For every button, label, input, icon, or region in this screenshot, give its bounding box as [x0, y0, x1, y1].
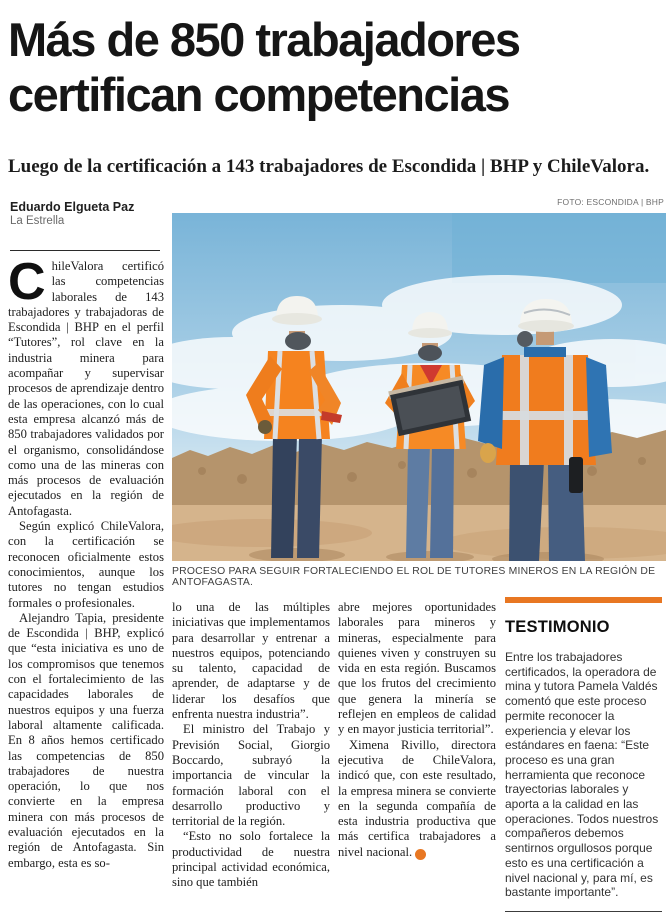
- paragraph: Según explicó ChileValora, con la certificación se reconocen oficialmente estos conocimientos, aunque los tutores no tengan estudios formales o profesionales.: [8, 519, 164, 610]
- end-of-article-icon: ✱: [415, 849, 426, 860]
- sidebar-heading: TESTIMONIO: [505, 618, 610, 636]
- paragraph: [338, 738, 496, 860]
- article-photo: [172, 213, 666, 561]
- paragraph: abre mejores oportunidades laborales para mineros y mineras, especialmente para quienes viven y construyen su vida en esta región. Buscamos que los frutos del crecimiento que genera la minería se reflejen en empleos de calidad y en mayor justicia territorial”.: [338, 600, 496, 737]
- paragraph: Alejandro Tapia, presidente de Escondida | BHP, explicó que “esta iniciativa es uno de los compromisos que tenemos con el fortalecimiento de las capacidades laborales de nuestros equipos y una fuerza laboral altamente calificada. En 8 años hemos certificado las competencias de 850 trabajadores de nuestra operación, lo que nos convierte en la empresa minera con más procesos de evaluación ejecutados en la región de Antofagasta. Sin embargo, esta es so-: [8, 610, 164, 870]
- byline-outlet: La Estrella: [10, 215, 65, 227]
- body-column-1: [8, 259, 164, 915]
- article-subtitle: Luego de la certificación a 143 trabajadores de Escondida | BHP y ChileValora.: [8, 156, 650, 177]
- byline: [10, 200, 134, 227]
- paragraph-text: hileValora certificó las competencias laborales de 143 trabajadores y trabajadoras de Escondida | BHP en el perfil “Tutores”, rol clave en la industria minera para acompañar y supervisar procesos de aprendizaje dentro de las operaciones, con lo cual esta empresa alcanzó más de 850 trabajadores validados por el organismo, consolidándose como una de las mineras con más procesos de evaluación ejecutados en la región de Antofagasta.: [8, 259, 164, 518]
- photo-illustration: [172, 213, 666, 561]
- paragraph-text: Ximena Rivillo, directora ejecutiva de ChileValora, indicó que, con este resultado, la empresa minera se convierte en la segunda compañía de esta industria productiva que más certifica trabajadores a nivel nacional.: [338, 737, 496, 859]
- body-column-3: [338, 600, 496, 915]
- headline-line-1: Más de 850 trabajadores: [8, 13, 520, 66]
- paragraph: [8, 259, 164, 519]
- byline-author: Eduardo Elgueta Paz: [10, 200, 135, 214]
- drop-cap: C: [8, 259, 46, 311]
- photo-caption: PROCESO PARA SEGUIR FORTALECIENDO EL ROL DE TUTORES MINEROS EN LA REGIÓN DE ANTOFAGASTA.: [172, 566, 656, 588]
- photo-credit: FOTO: ESCONDIDA | BHP: [557, 197, 664, 207]
- article-headline: [8, 12, 662, 122]
- sidebar-bottom-rule: [505, 911, 662, 912]
- paragraph: El ministro del Trabajo y Previsión Social, Giorgio Boccardo, subrayó la importancia de vincular la formación laboral con el desarrollo productivo y territorial de la región.: [172, 722, 330, 829]
- body-column-2: [172, 600, 330, 915]
- headline-line-2: certifican competencias: [8, 68, 509, 121]
- sidebar-body-text: Entre los trabajadores certificados, la operadora de mina y tutora Pamela Valdés comentó que este proceso permite reconocer la experiencia y elevar los estándares en faena: “Este proceso es una gran herramienta que reconoce trayectorias laborales y aporta a la calidad en las operaciones. Todos nuestros compañeros debemos sentirnos orgullosos porque esto es una certificación a nivel nacional y, para mí, es bastante importante”.: [505, 650, 659, 900]
- paragraph: “Esto no solo fortalece la productividad de nuestra principal actividad económica, sino que también: [172, 829, 330, 890]
- column-divider-rule: [10, 250, 160, 251]
- testimonio-sidebar: [505, 597, 662, 914]
- paragraph: lo una de las múltiples iniciativas que implementamos para desarrollar y entrenar a nuestros equipos, potenciando su talento, capacidad de aprender, de adaptarse y de liderar los desafíos que enfrenta nuestra industria”.: [172, 600, 330, 722]
- sidebar-accent-bar: [505, 597, 662, 603]
